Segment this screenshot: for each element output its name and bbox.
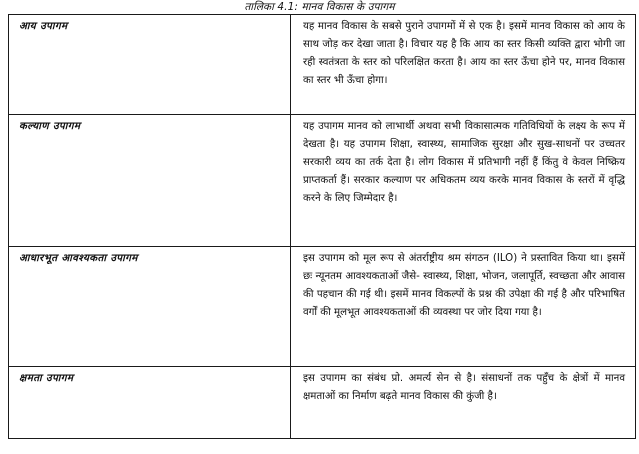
table-caption: तालिका 4.1: मानव विकास के उपागम xyxy=(244,1,395,13)
human-development-approaches-table xyxy=(8,14,636,439)
approach-description: यह मानव विकास के सबसे पुराने उपागमों में से एक है। इसमें मानव विकास को आय के साथ जोड़ कर देखा जाता है। विचार यह है कि आय का स्तर किसी व्यक्ति द्वारा भोगी जा रही स्वतंत्रता के स्तर को परिलक्षित करता है। आय का स्तर ऊँचा होने पर, मानव विकास का स्तर भी ऊँचा होगा। xyxy=(291,15,636,115)
approach-name: क्षमता उपागम xyxy=(9,367,291,439)
table-row xyxy=(9,15,636,115)
approach-name: कल्याण उपागम xyxy=(9,115,291,247)
table-row xyxy=(9,247,636,367)
approach-name: आय उपागम xyxy=(9,15,291,115)
approach-description: यह उपागम मानव को लाभार्थी अथवा सभी विकासात्मक गतिविधियों के लक्ष्य के रूप में देखता है। यह उपागम शिक्षा, स्वास्थ्य, सामाजिक सुरक्षा और सुख-साधनों पर उच्चतर सरकारी व्यय का तर्क देता है। लोग विकास में प्रतिभागी नहीं हैं किंतु वे केवल निष्क्रिय प्राप्तकर्ता हैं। सरकार कल्याण पर अधिकतम व्यय करके मानव विकास के स्तरों में वृद्धि करने के लिए जिम्मेदार है। xyxy=(291,115,636,247)
approach-name: आधारभूत आवश्यकता उपागम xyxy=(9,247,291,367)
approach-description: इस उपागम का संबंध प्रो. अमर्त्य सेन से है। संसाधनों तक पहुँच के क्षेत्रों में मानव क्षमताओं का निर्माण बढ़ते मानव विकास की कुंजी है। xyxy=(291,367,636,439)
table-row xyxy=(9,115,636,247)
table-row xyxy=(9,367,636,439)
approach-description: इस उपागम को मूल रूप से अंतर्राष्ट्रीय श्रम संगठन (ILO) ने प्रस्तावित किया था। इसमें छः न्यूनतम आवश्यकताओं जैसे- स्वास्थ्य, शिक्षा, भोजन, जलापूर्ति, स्वच्छता और आवास की पहचान की गई थी। इसमें मानव विकल्पों के प्रश्न की उपेक्षा की गई है और परिभाषित वर्गों की मूलभूत आवश्यकताओं की व्यवस्था पर जोर दिया गया है। xyxy=(291,247,636,367)
